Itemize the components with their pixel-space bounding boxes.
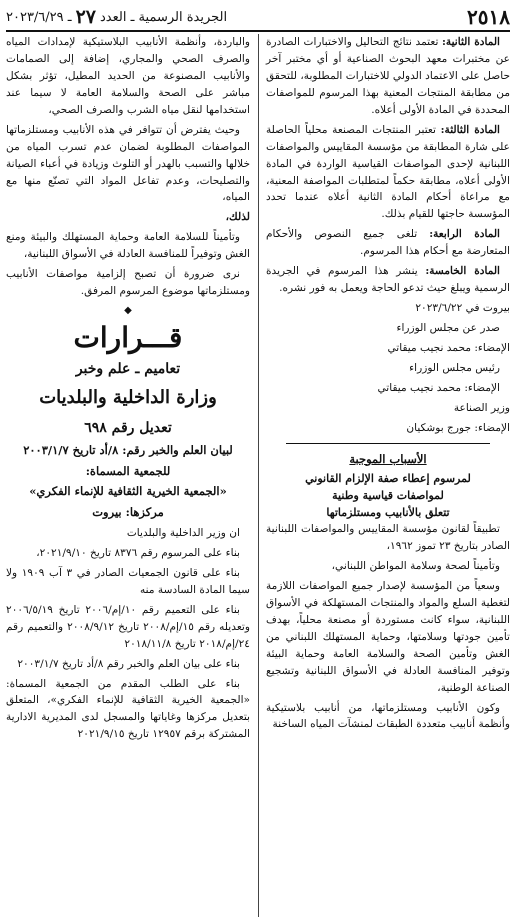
reasons-paragraph-4: وكون الأنابيب ومستلزماتها، من أنابيب بلاستيكية وأنظمة أنابيب متعددة الطبقات لمنشآت المياه الساخنة — [266, 701, 510, 731]
page-header — [6, 4, 510, 32]
continuation-paragraph-1: والباردة، وأنظمة الأنابيب البلاستيكية لإمدادات المياه والصرف الصحي والمجاري، إضافة إلى الصمامات والأنابيب المصنوعة من الحديد المطيل، تؤثر بشكل مباشر على الصحة والسلامة العامة لا سيما عند استخدامها لنقل مياه الشرب والصرف الصحي، — [6, 36, 250, 116]
declaration-line: لبيان العلم والخبر رقم: ٨/أد تاريخ ٢٠٠٣/١/٧ — [23, 443, 233, 458]
issued-by: صدر عن مجلس الوزراء — [396, 322, 500, 334]
continuation-paragraph-2: وحيث يفترض أن تتوافر في هذه الأنابيب ومستلزماتها المواصفات المطلوبة لضمان عدم تسرب المياه من خلالها والتسبب بالهدر أو التلوث وزيادة في أعباء الصيانة والتصليحات، وعدم تفاعل المواد التي تصنّع منها مع المياه، — [6, 123, 250, 204]
headquarters: مركزها: بيروت — [92, 504, 164, 519]
article-2 — [266, 34, 510, 119]
decisions-title: قـــرارات — [73, 321, 183, 355]
reasons-subtitle-2: لمواصفات قياسية وطنية — [332, 489, 444, 503]
reasons-subtitle-3: تتعلق بالأنابيب ومستلزماتها — [326, 506, 450, 520]
signature-1: الإمضاء: محمد نجيب ميقاتي — [387, 341, 510, 354]
page-number: ٢٥١٨ — [467, 5, 510, 29]
circulars-heading: تعاميم ـ علم وخبر — [75, 360, 181, 377]
article-4-text: تلغى جميع النصوص والأحكام المتعارضة مع أحكام هذا المرسوم. — [266, 228, 510, 258]
minister-title: وزير الصناعة — [453, 401, 510, 414]
article-5 — [266, 263, 510, 297]
ministry-heading: وزارة الداخلية والبلديات — [39, 387, 217, 409]
basis-3: بناء على التعميم رقم ١٠/إم/٢٠٠٦ تاريخ ٢٠٠٦/٥/١٩ وتعديله رقم ١٥/إم/٢٠٠٨ تاريخ ٢٠٠٨/٩/١٢ والتعميم رقم ٢٤/إم/٢٠١٨ تاريخ ٢٠١٨/١١/٨ — [6, 603, 250, 650]
article-4-label: المادة الرابعة: — [429, 228, 500, 241]
minister-line: ان وزير الداخلية والبلديات — [126, 527, 240, 539]
separator-ornament: ◆ — [124, 305, 132, 317]
reasons-paragraph-1: تطبيقاً لقانون مؤسسة المقاييس والمواصفات اللبنانية الصادر بتاريخ ٢٣ تموز ١٩٦٢، — [266, 523, 510, 553]
article-3-text: تعتبر المنتجات المصنعة محلياً الحاصلة على شارة المطابقة من مؤسسة المقاييس والمواصفات اللبنانية لإحدى المواصفات القياسية الواردة في المادة الأولى أعلاه، مطابقة حكماً لمتطلبات المواصفة المعنية، مع مراعاة أحكام المادة الثانية أعلاه عندما تحدد المؤسسة حاجتها للقيام بذلك. — [266, 123, 510, 221]
article-2-text: تعتمد نتائج التحاليل والاختبارات الصادرة عن مختبرات معهد البحوث الصناعية أو أي مختبر آخر حاصل على الاعتماد الدولي للاختبارات المطلوبة، للتحقق من مطابقة المنتجات المعنية بهذا المرسوم للمواصفات المحددة في المادة الأولى أعلاه. — [266, 36, 510, 116]
article-5-text: ينشر هذا المرسوم في الجريدة الرسمية ويبلغ حيث تدعو الحاجة ويعمل به فور نشره. — [266, 265, 510, 295]
basis-5: بناء على الطلب المقدم من الجمعية المسماة: «الجمعية الخيرية الثقافية للإنماء الفكري»، المتعلق بتعديل مركزها وغاياتها والمسجل لدى المديرية الادارية المشتركة برقم ١٢٩٥٧ تاريخ ٢٠٢١/٩/١٥ — [6, 677, 250, 741]
decree-date: بيروت في ٢٠٢٣/٦/٢٢ — [415, 302, 510, 315]
basis-2: بناء على قانون الجمعيات الصادر في ٣ آب ١٩٠٩ ولا سيما المادة السادسة منه — [6, 566, 250, 596]
association-name: «الجمعية الخيرية الثقافية للإنماء الفكري» — [29, 484, 227, 499]
gazette-name: الجريدة الرسمية ـ العدد — [100, 9, 228, 25]
reasons-title: الأسباب الموجبة — [349, 451, 427, 466]
reasons-paragraph-2: وتأميناً لصحة وسلامة المواطن اللبناني، — [331, 560, 500, 573]
issue-number: ٢٧ — [75, 6, 97, 28]
article-3 — [266, 122, 510, 224]
for-association-label: للجمعية المسماة: — [85, 463, 171, 478]
article-3-label: المادة الثالثة: — [440, 123, 500, 136]
amendment-number: تعديل رقم ٦٩٨ — [84, 420, 172, 437]
article-2-label: المادة الثانية: — [442, 36, 501, 48]
left-column — [6, 34, 250, 746]
continuation-paragraph-3: وتأميناً للسلامة العامة وحماية المستهلك والبيئة ومنع الغش وتوفيراً للمنافسة العادلة في الأسواق اللبنانية، — [6, 231, 250, 261]
signature-2: الإمضاء: محمد نجيب ميقاتي — [377, 381, 500, 394]
therefore-label: لذلك، — [225, 211, 250, 224]
article-4 — [266, 226, 510, 260]
continuation-paragraph-4: نرى ضرورة أن تصبح إلزامية مواصفات الأنابيب ومستلزماتها موضوع المرسوم المرفق. — [6, 268, 250, 298]
gazette-title — [6, 6, 227, 28]
basis-1: بناء على المرسوم رقم ٨٣٧٦ تاريخ ٢٠٢١/٩/١٠، — [36, 546, 240, 559]
signature-3: الإمضاء: جورج بوشكيان — [406, 421, 510, 434]
column-divider — [258, 34, 259, 917]
section-rule — [286, 443, 490, 444]
basis-4: بناء على بيان العلم والخبر رقم ٨/أد تاريخ ٢٠٠٣/١/٧ — [17, 657, 240, 670]
reasons-paragraph-3: وسعياً من المؤسسة لإصدار جميع المواصفات اللازمة لتغطية السلع والمواد والمنتجات المستهلكة في الأسواق اللبنانية، سواء كانت مستوردة أو مصنعة محلياً، بهدف تأمين جودتها وسلامتها، وحماية المستهلك اللبناني من الغش وتأمين الصحة والسلامة العامة وحماية البيئة وتوفير المنافسة العادلة في الأسواق اللبنانية وتشجيع الصناعة الوطنية، — [266, 579, 510, 694]
reasons-subtitle-1: لمرسوم إعطاء صفة الإلزام القانوني — [305, 472, 471, 486]
pm-title: رئيس مجلس الوزراء — [409, 361, 500, 374]
issue-date: ـ ٢٠٢٣/٦/٢٩ — [6, 9, 72, 25]
article-5-label: المادة الخامسة: — [425, 265, 500, 278]
right-column — [266, 34, 510, 736]
